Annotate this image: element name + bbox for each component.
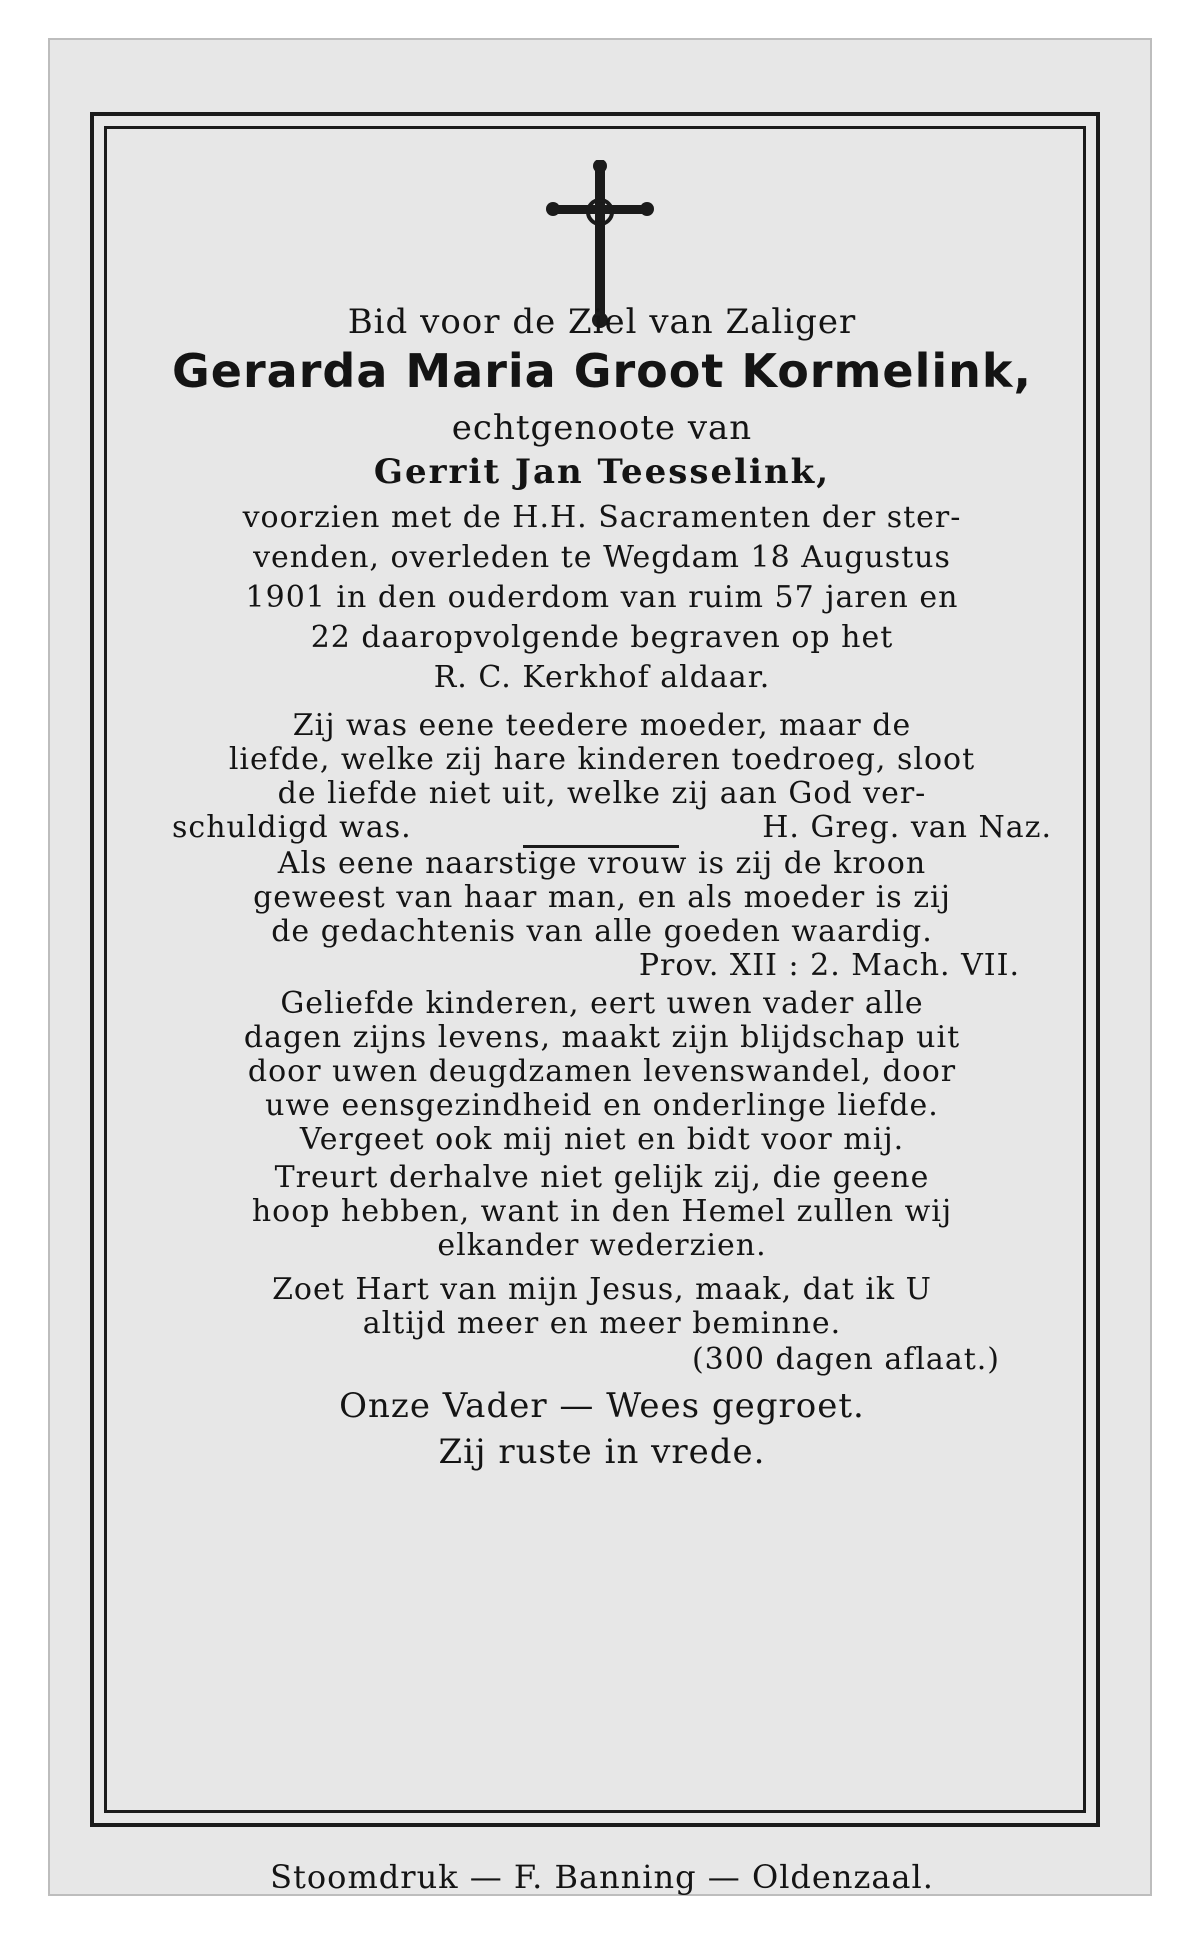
exhortation-line: dagen zijns levens, maakt zijn blijdschap uit: [243, 1020, 961, 1055]
closing-rest: Zij ruste in vrede.: [438, 1432, 766, 1472]
printer-imprint: Stoomdruk — F. Banning — Oldenzaal.: [270, 1858, 934, 1896]
consolation-line: hoop hebben, want in den Hemel zullen wij: [251, 1194, 953, 1229]
ejaculation-line: Zoet Hart van mijn Jesus, maak, dat ik U: [272, 1272, 932, 1307]
closing-prayers: Onze Vader — Wees gegroet.: [339, 1386, 865, 1426]
memorial-card: [48, 38, 1152, 1896]
notice-line: 22 daaropvolgende begraven op het: [310, 620, 894, 655]
notice-line: 1901 in den ouderdom van ruim 57 jaren en: [245, 580, 959, 615]
notice-line: venden, overleden te Wegdam 18 Augustus: [253, 540, 951, 575]
prayer-heading: Bid voor de Ziel van Zaliger: [347, 302, 857, 342]
exhortation-last-line: Vergeet ook mij niet en bidt voor mij.: [299, 1122, 905, 1157]
quote1-last-row: [172, 810, 1052, 845]
quote1-line: de liefde niet uit, welke zij aan God ver-: [277, 776, 927, 811]
quote2-source: Prov. XII : 2. Mach. VII.: [638, 948, 1020, 983]
quote1-line: liefde, welke zij hare kinderen toedroeg, sloot: [228, 742, 976, 777]
quote1-line: Zij was eene teedere moeder, maar de: [292, 708, 912, 743]
spouse-name: Gerrit Jan Teesselink,: [373, 452, 831, 492]
exhortation-line: Geliefde kinderen, eert uwen vader alle: [280, 986, 924, 1021]
indulgence-note: (300 dagen aflaat.): [691, 1342, 1000, 1377]
deceased-name: Gerarda Maria Groot Kormelink,: [172, 344, 1032, 398]
notice-line: R. C. Kerkhof aldaar.: [433, 660, 771, 695]
quote2-line: Als eene naarstige vrouw is zij de kroon: [277, 846, 927, 881]
consolation-line: Treurt derhalve niet gelijk zij, die geene: [274, 1160, 930, 1195]
quote2-line: geweest van haar man, en als moeder is zij: [253, 880, 951, 915]
consolation-last-line: elkander wederzien.: [437, 1228, 767, 1263]
exhortation-line: door uwen deugdzamen levenswandel, door: [247, 1054, 957, 1089]
exhortation-line: uwe eensgezindheid en onderlinge liefde.: [265, 1088, 939, 1123]
relation-text: echtgenoote van: [451, 408, 753, 448]
quote1-source: H. Greg. van Naz.: [762, 810, 1052, 845]
notice-line: voorzien met de H.H. Sacramenten der ster-: [242, 500, 962, 535]
quote1-last-line: schuldigd was.: [172, 810, 412, 845]
ejaculation-line: altijd meer en meer beminne.: [362, 1306, 842, 1341]
quote2-last-line: de gedachtenis van alle goeden waardig.: [271, 914, 933, 949]
